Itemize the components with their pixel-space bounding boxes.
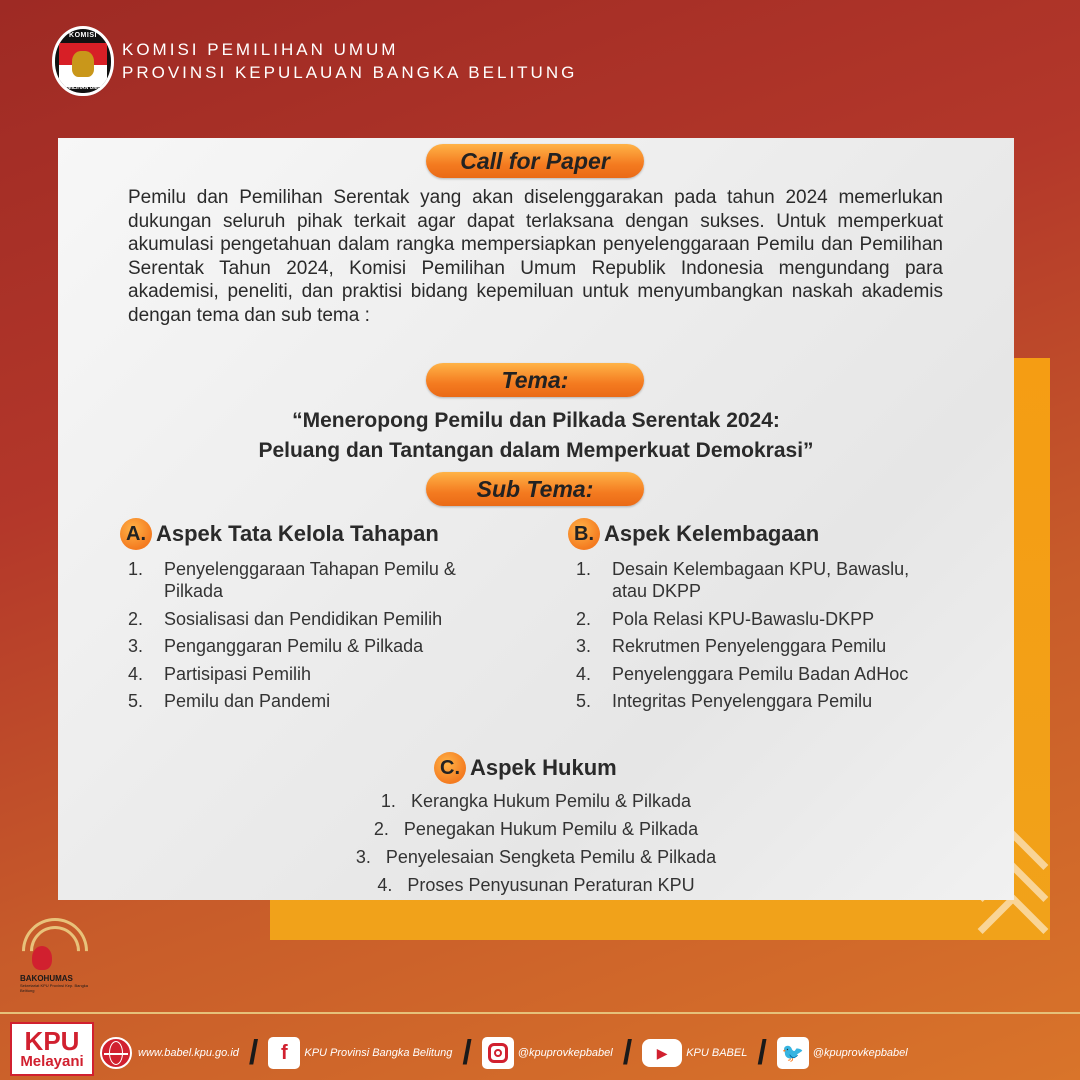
youtube-icon: ▶	[642, 1039, 682, 1067]
section-b-badge: B.	[568, 518, 600, 550]
list-item: 4. Penyelenggara Pemilu Badan AdHoc	[576, 663, 909, 684]
org-name	[122, 38, 577, 84]
section-b-heading	[568, 518, 819, 550]
section-a-badge: A.	[120, 518, 152, 550]
call-for-paper-pill: Call for Paper	[426, 144, 644, 178]
separator: /	[757, 1033, 767, 1072]
twitter-icon: 🐦	[777, 1037, 809, 1069]
list-item: 5. Integritas Penyelenggara Pemilu	[576, 691, 873, 711]
list-item: 3. Penyelesaian Sengketa Pemilu & Pilkada	[355, 847, 717, 867]
tema-quote	[58, 406, 1014, 466]
subtema-pill: Sub Tema:	[426, 472, 644, 506]
list-item: 4. Proses Penyusunan Peraturan KPU	[377, 875, 695, 895]
section-b-title: Aspek Kelembagaan	[604, 521, 820, 546]
instagram-text: @kpuprovkepbabel	[517, 1047, 613, 1059]
logo-bottom-text: PEMILIHAN UMUM	[60, 85, 106, 91]
list-item: 2. Pola Relasi KPU-Bawaslu-DKPP	[576, 608, 875, 629]
instagram-link[interactable]	[482, 1037, 613, 1069]
section-a-heading	[120, 518, 439, 550]
list-item: 1. Kerangka Hukum Pemilu & Pilkada	[380, 791, 692, 811]
kpu-melayani-logo	[10, 1022, 94, 1076]
list-item: 5. Pemilu dan Pandemi	[128, 691, 331, 711]
facebook-text: KPU Provinsi Bangka Belitung	[304, 1047, 453, 1059]
separator: /	[462, 1033, 472, 1072]
website-link[interactable]	[100, 1037, 239, 1069]
separator: /	[622, 1033, 633, 1072]
section-c-heading	[434, 752, 617, 784]
tema-pill: Tema:	[426, 363, 644, 397]
section-c-list	[58, 790, 1014, 902]
youtube-link[interactable]	[642, 1039, 747, 1067]
section-b-list	[576, 558, 956, 718]
youtube-text: KPU BABEL	[686, 1047, 748, 1059]
website-text: www.babel.kpu.go.id	[138, 1047, 239, 1059]
list-item: 2. Penegakan Hukum Pemilu & Pilkada	[373, 819, 699, 839]
section-a-list	[128, 558, 508, 718]
bakohumas-logo	[16, 916, 90, 998]
section-c-badge: C.	[434, 752, 466, 784]
list-item: 1. Penyelenggaraan Tahapan Pemilu & Pilkada	[128, 559, 456, 601]
bakohumas-sub: Sekretariat KPU Provinsi Kep. Bangka Belitung	[20, 983, 89, 993]
list-item: 1. Desain Kelembagaan KPU, Bawaslu, atau DKPP	[576, 559, 910, 601]
section-c-title: Aspek Hukum	[470, 755, 617, 780]
intro-paragraph: Pemilu dan Pemilihan Serentak yang akan diselenggarakan pada tahun 2024 memerlukan dukungan seluruh pihak terkait agar dapat terlaksana dengan sukses. Untuk memperkuat akumulasi pengetahuan dalam rangka mempersiapkan penyelenggaraan Pemilu dan Pemilihan Serentak Tahun 2024, Komisi Pemilihan Umum Republik Indonesia mengundang para akademisi, peneliti, dan praktisi bidang kepemiluan untuk menyumbangkan naskah akademis dengan tema dan sub tema :	[128, 187, 943, 326]
globe-icon	[100, 1037, 132, 1069]
section-a-title: Aspek Tata Kelola Tahapan	[156, 521, 439, 546]
list-item: 3. Rekrutmen Penyelenggara Pemilu	[576, 636, 887, 656]
call-for-paper-card	[58, 138, 1014, 900]
footer-social-bar	[100, 1030, 1075, 1076]
header	[52, 26, 577, 96]
org-name-line1: KOMISI PEMILIHAN UMUM	[122, 40, 399, 59]
kpu-melayani-line1: KPU	[24, 1026, 80, 1056]
bakohumas-name: BAKOHUMAS	[20, 974, 73, 983]
facebook-icon: f	[268, 1037, 300, 1069]
footer-divider	[0, 1012, 1080, 1014]
tema-line1: “Meneropong Pemilu dan Pilkada Serentak 2024:	[292, 409, 780, 432]
twitter-link[interactable]	[777, 1037, 908, 1069]
org-name-line2: PROVINSI KEPULAUAN BANGKA BELITUNG	[122, 63, 578, 82]
kpu-melayani-line2: Melayani	[20, 1053, 84, 1070]
tema-line2: Peluang dan Tantangan dalam Memperkuat Demokrasi”	[258, 439, 814, 462]
logo-top-text: KOMISI	[69, 32, 97, 39]
kpu-logo	[52, 26, 114, 96]
facebook-link[interactable]	[268, 1037, 452, 1069]
list-item: 2. Sosialisasi dan Pendidikan Pemilih	[128, 608, 443, 629]
twitter-text: @kpuprovkepbabel	[812, 1047, 908, 1059]
list-item: 4. Partisipasi Pemilih	[128, 663, 312, 684]
instagram-icon	[482, 1037, 514, 1069]
separator: /	[248, 1033, 259, 1072]
garuda-icon	[72, 51, 94, 77]
flame-icon	[32, 946, 52, 970]
list-item: 3. Penganggaran Pemilu & Pilkada	[128, 636, 424, 656]
